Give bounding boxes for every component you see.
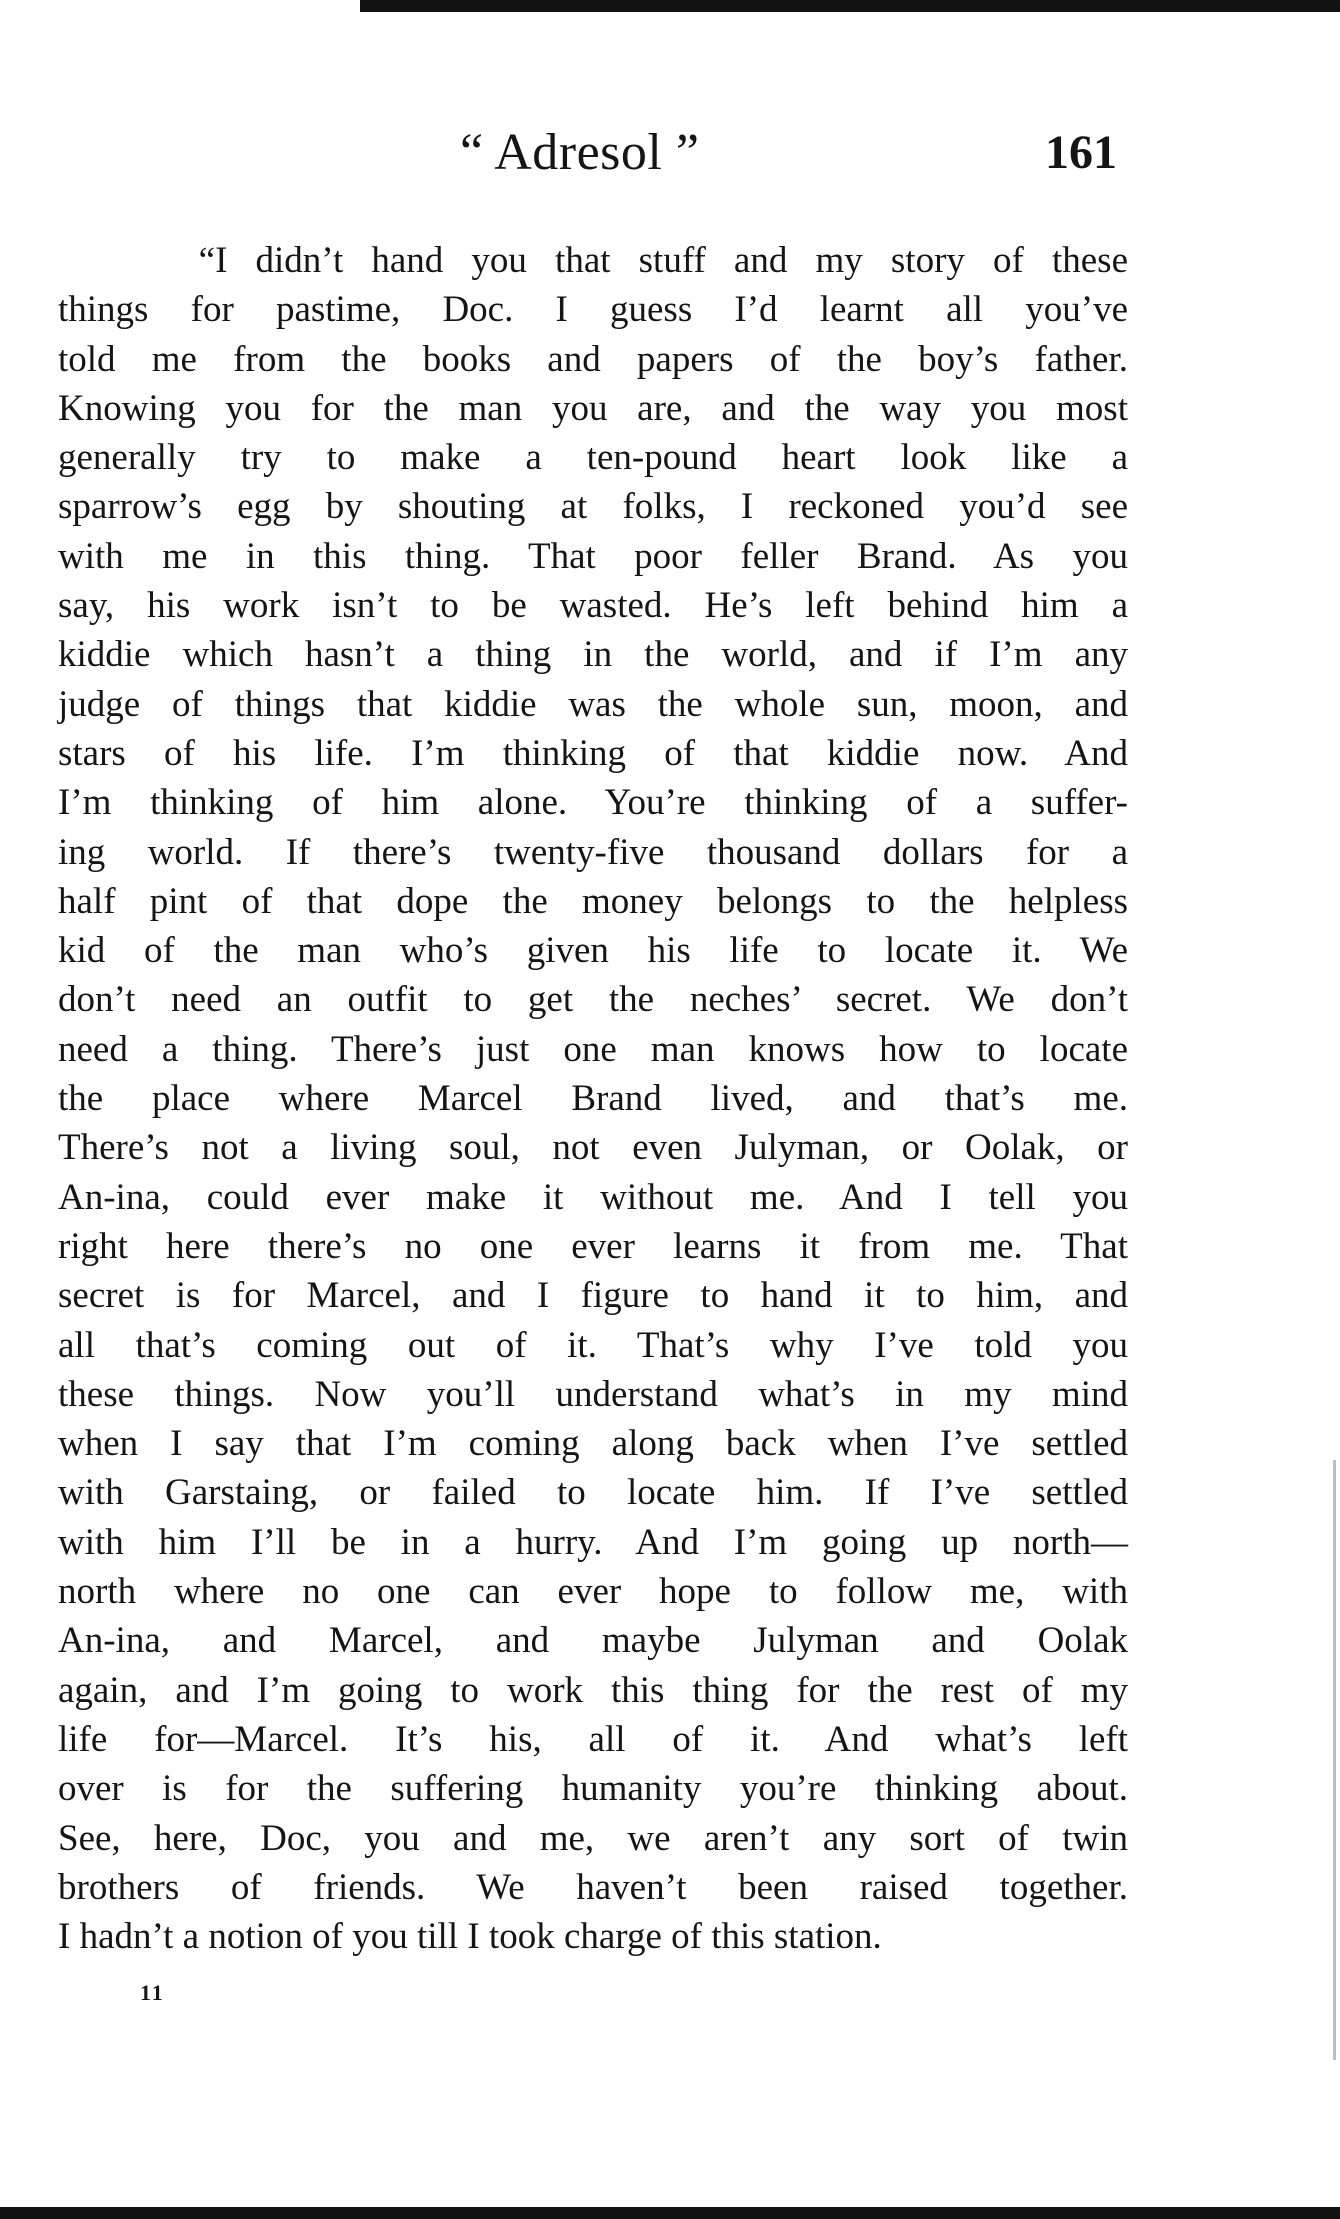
- text-line: don’t need an outfit to get the neches’ secret. We don’t: [58, 979, 1128, 1021]
- text-line: told me from the books and papers of the boy’s father.: [58, 338, 1128, 380]
- top-page-edge: [360, 0, 1340, 12]
- text-line: generally try to make a ten-pound heart look like a: [58, 437, 1128, 479]
- bottom-page-edge: [0, 2207, 1340, 2219]
- text-line: north where no one can ever hope to follow me, with: [58, 1571, 1128, 1613]
- text-line: “I didn’t hand you that stuff and my story of these: [58, 240, 1128, 281]
- text-line: again, and I’m going to work this thing for the rest of my: [58, 1669, 1128, 1711]
- text-line: There’s not a living soul, not even Julyman, or Oolak, or: [58, 1127, 1128, 1169]
- page-number: 161: [1045, 126, 1117, 179]
- text-line: brothers of friends. We haven’t been raised together.: [58, 1866, 1128, 1908]
- text-line: I hadn’t a notion of you till I took charge of this station.: [58, 1916, 882, 1958]
- text-line: things for pastime, Doc. I guess I’d learnt all you’ve: [58, 289, 1128, 331]
- text-line: the place where Marcel Brand lived, and that’s me.: [58, 1078, 1128, 1120]
- text-line: Knowing you for the man you are, and the way you most: [58, 387, 1128, 429]
- right-page-edge: [1333, 1460, 1336, 2060]
- text-line: over is for the suffering humanity you’re thinking about.: [58, 1768, 1128, 1810]
- text-line: need a thing. There’s just one man knows how to locate: [58, 1028, 1128, 1070]
- text-line: stars of his life. I’m thinking of that kiddie now. And: [58, 732, 1128, 774]
- text-line: with me in this thing. That poor feller Brand. As you: [58, 535, 1128, 577]
- text-line: kiddie which hasn’t a thing in the world, and if I’m any: [58, 634, 1128, 676]
- text-line: with him I’ll be in a hurry. And I’m going up north—: [58, 1521, 1128, 1563]
- running-head: [0, 118, 1340, 188]
- text-line: right here there’s no one ever learns it from me. That: [58, 1225, 1128, 1267]
- text-line: secret is for Marcel, and I figure to hand it to him, and: [58, 1275, 1128, 1317]
- text-line: judge of things that kiddie was the whole sun, moon, and: [58, 683, 1128, 725]
- text-line: with Garstaing, or failed to locate him. If I’ve settled: [58, 1472, 1128, 1514]
- text-line: say, his work isn’t to be wasted. He’s left behind him a: [58, 585, 1128, 627]
- text-line: sparrow’s egg by shouting at folks, I reckoned you’d see: [58, 486, 1128, 528]
- signature-mark: 11: [140, 1980, 165, 2005]
- text-line: See, here, Doc, you and me, we aren’t any sort of twin: [58, 1817, 1128, 1859]
- text-line: I’m thinking of him alone. You’re thinking of a suffer-: [58, 782, 1128, 824]
- text-line: An-ina, and Marcel, and maybe Julyman and Oolak: [58, 1620, 1128, 1662]
- text-line: life for—Marcel. It’s his, all of it. And what’s left: [58, 1718, 1128, 1760]
- text-line: these things. Now you’ll understand what’s in my mind: [58, 1373, 1128, 1415]
- text-line: ing world. If there’s twenty-five thousand dollars for a: [58, 831, 1128, 873]
- body-text: [58, 236, 1128, 1961]
- page-title: “ Adresol ”: [460, 124, 700, 181]
- text-line: half pint of that dope the money belongs to the helpless: [58, 880, 1128, 922]
- text-line: when I say that I’m coming along back when I’ve settled: [58, 1423, 1128, 1465]
- text-line: An-ina, could ever make it without me. And I tell you: [58, 1176, 1128, 1218]
- text-line: kid of the man who’s given his life to locate it. We: [58, 930, 1128, 972]
- text-line: all that’s coming out of it. That’s why I’ve told you: [58, 1324, 1128, 1366]
